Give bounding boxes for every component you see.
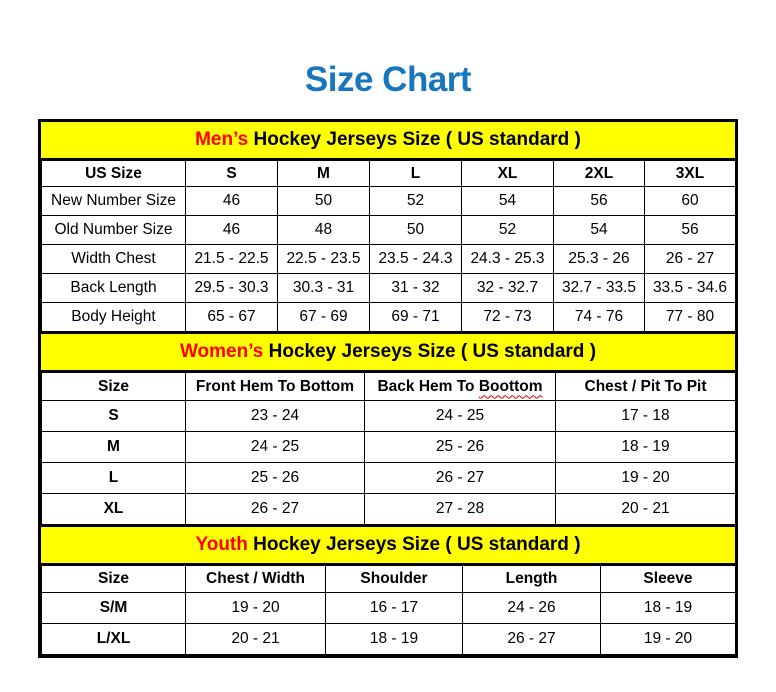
size-value-cell: 26 - 27 — [186, 494, 365, 525]
column-header: Size — [42, 373, 186, 401]
size-value-cell: 26 - 27 — [463, 624, 601, 655]
band-highlight-womens: Women’s — [179, 341, 264, 362]
size-value-cell: 19 - 20 — [601, 624, 736, 655]
youth-size-table — [41, 565, 736, 655]
table-row — [42, 187, 736, 216]
column-header-text: Back Hem To — [377, 377, 479, 395]
row-label: XL — [42, 494, 186, 525]
table-row — [42, 624, 736, 655]
column-header: M — [278, 161, 370, 187]
row-label: Width Chest — [42, 245, 186, 274]
section-womens — [41, 332, 735, 525]
size-value-cell: 29.5 - 30.3 — [186, 274, 278, 303]
section-mens — [41, 122, 735, 332]
size-value-cell: 32 - 32.7 — [462, 274, 554, 303]
size-value-cell: 27 - 28 — [365, 494, 556, 525]
band-text-mens: Hockey Jerseys Size ( US standard ) — [248, 129, 581, 150]
column-header: 2XL — [554, 161, 645, 187]
row-label: L/XL — [42, 624, 186, 655]
column-header: Chest / Width — [186, 566, 326, 593]
size-value-cell: 17 - 18 — [556, 401, 736, 432]
row-label: L — [42, 463, 186, 494]
mens-header-row — [42, 161, 736, 187]
size-value-cell: 33.5 - 34.6 — [645, 274, 736, 303]
mens-header-band — [41, 122, 735, 160]
table-row — [42, 216, 736, 245]
size-value-cell: 20 - 21 — [186, 624, 326, 655]
page-title: Size Chart — [304, 60, 472, 99]
size-value-cell: 50 — [370, 216, 462, 245]
row-label: New Number Size — [42, 187, 186, 216]
size-value-cell: 50 — [278, 187, 370, 216]
size-value-cell: 74 - 76 — [554, 303, 645, 332]
column-header: Front Hem To Bottom — [186, 373, 365, 401]
band-text-womens: Hockey Jerseys Size ( US standard ) — [263, 341, 597, 362]
row-label: Back Length — [42, 274, 186, 303]
size-value-cell: 22.5 - 23.5 — [278, 245, 370, 274]
size-value-cell: 26 - 27 — [645, 245, 736, 274]
row-label: S — [42, 401, 186, 432]
size-value-cell: 32.7 - 33.5 — [554, 274, 645, 303]
band-highlight-youth: Youth — [195, 534, 248, 555]
size-value-cell: 18 - 19 — [601, 593, 736, 624]
size-value-cell: 65 - 67 — [186, 303, 278, 332]
size-value-cell: 46 — [186, 216, 278, 245]
table-row — [42, 463, 736, 494]
row-label: Body Height — [42, 303, 186, 332]
row-label: Old Number Size — [42, 216, 186, 245]
column-header — [365, 373, 556, 401]
table-row — [42, 303, 736, 332]
table-row — [42, 593, 736, 624]
size-value-cell: 25.3 - 26 — [554, 245, 645, 274]
size-value-cell: 19 - 20 — [186, 593, 326, 624]
size-value-cell: 23.5 - 24.3 — [370, 245, 462, 274]
size-value-cell: 69 - 71 — [370, 303, 462, 332]
size-value-cell: 30.3 - 31 — [278, 274, 370, 303]
column-header: L — [370, 161, 462, 187]
size-value-cell: 19 - 20 — [556, 463, 736, 494]
size-value-cell: 25 - 26 — [365, 432, 556, 463]
size-value-cell: 26 - 27 — [365, 463, 556, 494]
womens-header-row — [42, 373, 736, 401]
column-header: Shoulder — [326, 566, 463, 593]
size-value-cell: 16 - 17 — [326, 593, 463, 624]
size-value-cell: 24 - 25 — [365, 401, 556, 432]
section-youth — [41, 525, 735, 655]
size-value-cell: 46 — [186, 187, 278, 216]
size-value-cell: 72 - 73 — [462, 303, 554, 332]
youth-header-row — [42, 566, 736, 593]
size-value-cell: 52 — [462, 216, 554, 245]
size-value-cell: 54 — [462, 187, 554, 216]
size-value-cell: 24 - 26 — [463, 593, 601, 624]
womens-size-table — [41, 372, 736, 525]
size-value-cell: 25 - 26 — [186, 463, 365, 494]
table-row — [42, 432, 736, 463]
size-value-cell: 77 - 80 — [645, 303, 736, 332]
size-value-cell: 21.5 - 22.5 — [186, 245, 278, 274]
size-value-cell: 18 - 19 — [556, 432, 736, 463]
size-value-cell: 60 — [645, 187, 736, 216]
size-value-cell: 24.3 - 25.3 — [462, 245, 554, 274]
column-header: Chest / Pit To Pit — [556, 373, 736, 401]
youth-header-band — [41, 525, 735, 565]
column-header: S — [186, 161, 278, 187]
column-header: Length — [463, 566, 601, 593]
size-value-cell: 23 - 24 — [186, 401, 365, 432]
table-row — [42, 401, 736, 432]
size-value-cell: 56 — [554, 187, 645, 216]
row-label: S/M — [42, 593, 186, 624]
column-header: XL — [462, 161, 554, 187]
size-value-cell: 67 - 69 — [278, 303, 370, 332]
band-text-youth: Hockey Jerseys Size ( US standard ) — [247, 534, 581, 555]
size-value-cell: 52 — [370, 187, 462, 216]
row-label: M — [42, 432, 186, 463]
mens-size-table — [41, 160, 736, 332]
size-value-cell: 24 - 25 — [186, 432, 365, 463]
size-chart-frame — [38, 119, 738, 658]
column-header: US Size — [42, 161, 186, 187]
size-value-cell: 20 - 21 — [556, 494, 736, 525]
column-header: 3XL — [645, 161, 736, 187]
womens-header-band — [41, 332, 735, 372]
band-highlight-mens: Men’s — [195, 129, 249, 150]
column-header: Sleeve — [601, 566, 736, 593]
spellcheck-underline: Boottom — [478, 377, 543, 395]
size-value-cell: 18 - 19 — [326, 624, 463, 655]
table-row — [42, 274, 736, 303]
table-row — [42, 494, 736, 525]
size-value-cell: 48 — [278, 216, 370, 245]
size-value-cell: 31 - 32 — [370, 274, 462, 303]
size-value-cell: 56 — [645, 216, 736, 245]
table-row — [42, 245, 736, 274]
size-value-cell: 54 — [554, 216, 645, 245]
column-header: Size — [42, 566, 186, 593]
